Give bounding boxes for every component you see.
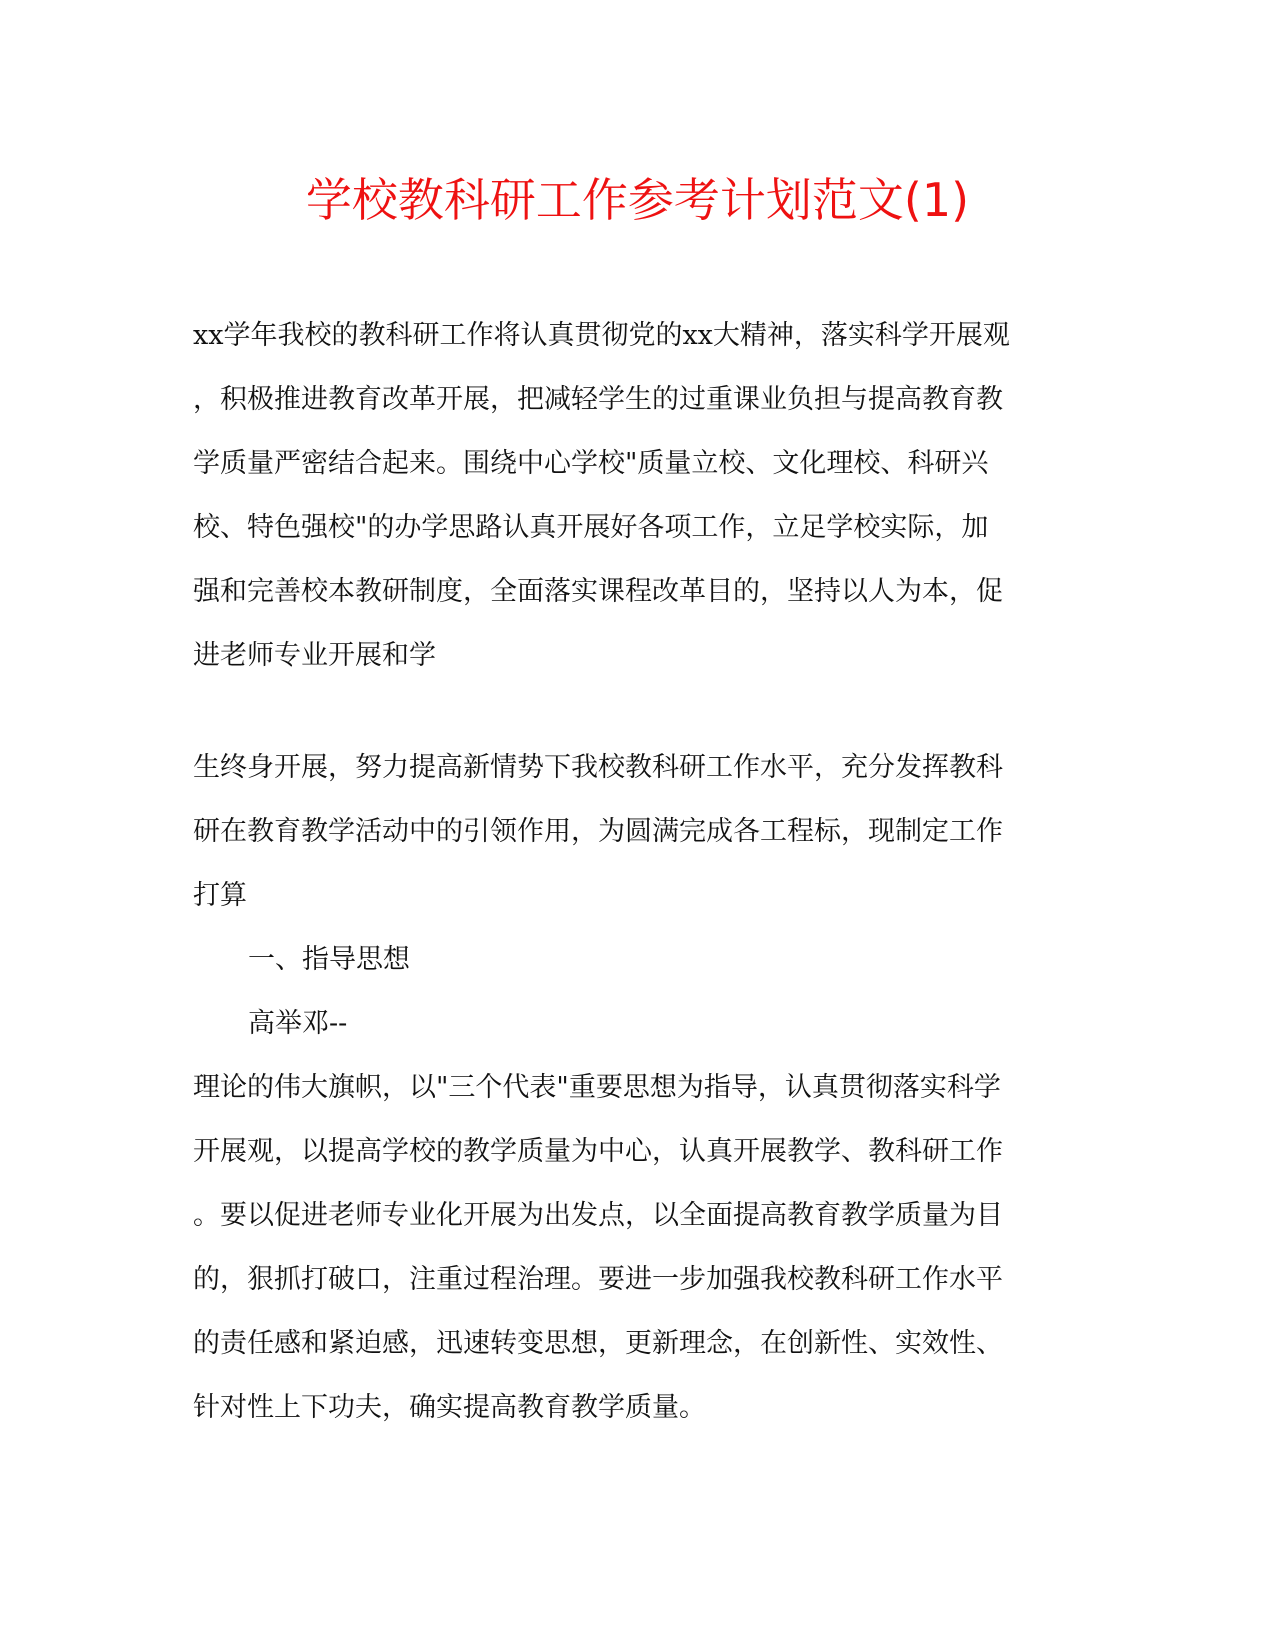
text-line: 学质量严密结合起来。围绕中心学校"质量立校、文化理校、科研兴 <box>193 448 989 479</box>
text-line: 打算 <box>193 880 247 911</box>
text-line: 生终身开展，努力提高新情势下我校教科研工作水平，充分发挥教科 <box>193 752 1003 783</box>
text-line: 针对性上下功夫，确实提高教育教学质量。 <box>193 1392 706 1423</box>
text-line: 强和完善校本教研制度，全面落实课程改革目的，坚持以人为本，促 <box>193 576 1003 607</box>
section-heading: 一、指导思想 <box>248 944 410 975</box>
text-line: 的，狠抓打破口，注重过程治理。要进一步加强我校教科研工作水平 <box>193 1264 1003 1295</box>
section-intro: 高举邓-- <box>248 1008 348 1039</box>
text-line: 。要以促进老师专业化开展为出发点，以全面提高教育教学质量为目 <box>193 1200 1003 1231</box>
text-line: 研在教育教学活动中的引领作用，为圆满完成各工程标，现制定工作 <box>193 816 1003 847</box>
text-line: 进老师专业开展和学 <box>193 640 436 671</box>
text-line: 的责任感和紧迫感，迅速转变思想，更新理念，在创新性、实效性、 <box>193 1328 1003 1359</box>
text-line: 开展观，以提高学校的教学质量为中心，认真开展教学、教科研工作 <box>193 1136 1003 1167</box>
paragraph-intro <box>193 304 1073 688</box>
text-line: 校、特色强校"的办学思路认真开展好各项工作，立足学校实际，加 <box>193 512 989 543</box>
paragraph-continuation <box>193 736 1073 1440</box>
text-line: xx学年我校的教科研工作将认真贯彻党的xx大精神，落实科学开展观 <box>193 320 1010 351</box>
text-line: ，积极推进教育改革开展，把减轻学生的过重课业负担与提高教育教 <box>193 384 1003 415</box>
document-title: 学校教科研工作参考计划范文(1) <box>305 173 970 227</box>
text-line: 理论的伟大旗帜，以"三个代表"重要思想为指导，认真贯彻落实科学 <box>193 1072 1001 1103</box>
